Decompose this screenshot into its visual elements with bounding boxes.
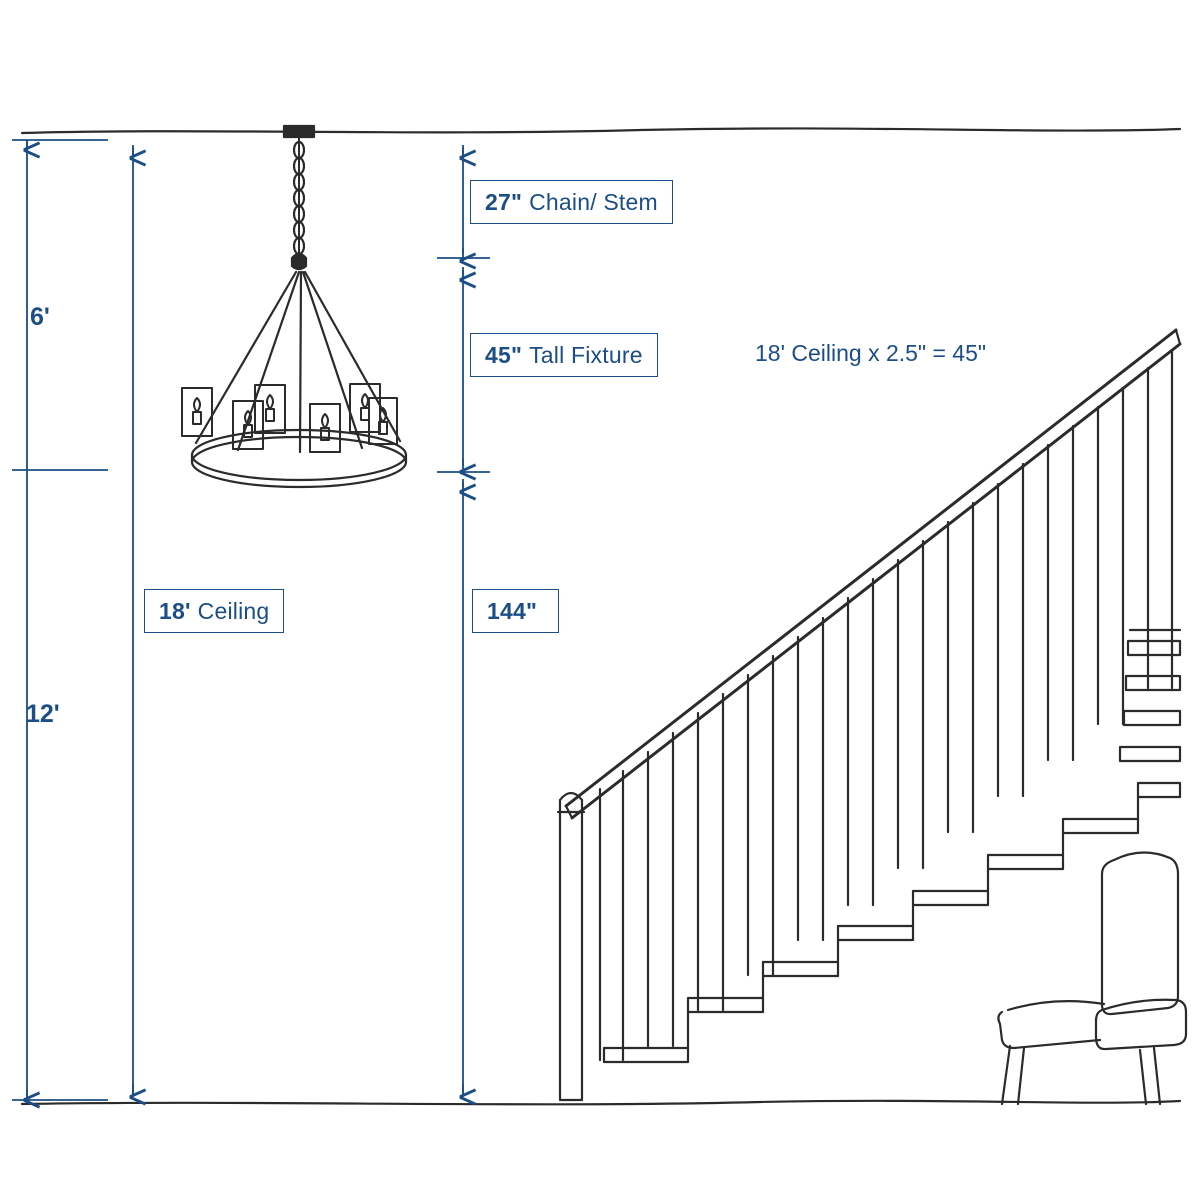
- chain-stem-value: 27": [485, 188, 523, 215]
- scale-label-lower: 12': [26, 700, 60, 728]
- label-tall-fixture: [470, 333, 658, 377]
- ceiling-value: 18': [159, 597, 191, 624]
- scale-label-upper: 6': [30, 303, 50, 331]
- floor-clearance-value: 144": [487, 597, 538, 624]
- tall-fixture-text: Tall Fixture: [529, 341, 643, 368]
- label-chain-stem: [470, 180, 673, 224]
- tall-fixture-value: 45": [485, 341, 523, 368]
- ceiling-multiplier-note: 18' Ceiling x 2.5" = 45": [755, 340, 987, 366]
- label-floor-clearance: [472, 589, 559, 633]
- label-ceiling-height: [144, 589, 284, 633]
- chain-stem-text: Chain/ Stem: [529, 188, 658, 215]
- ceiling-text: Ceiling: [197, 597, 270, 624]
